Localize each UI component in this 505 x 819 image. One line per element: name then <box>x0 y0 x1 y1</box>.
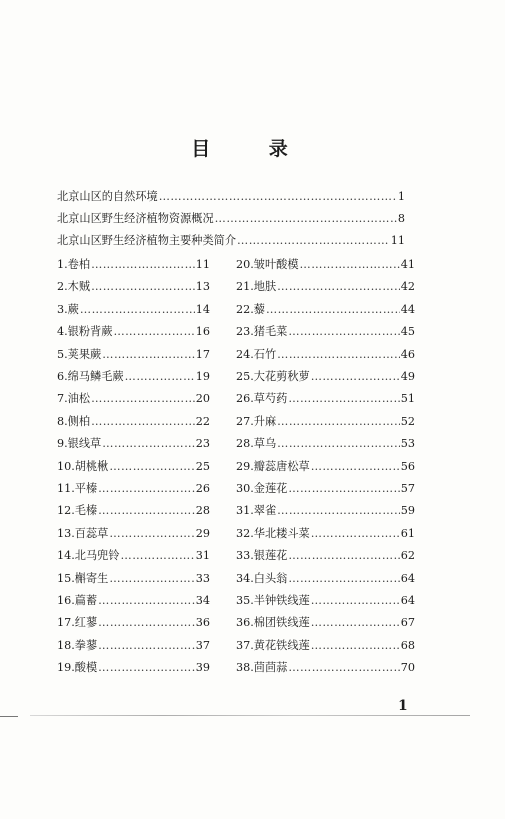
toc-entry[interactable] <box>236 480 415 498</box>
toc-entry-page: 45 <box>400 325 415 339</box>
toc-entry-page: 37 <box>195 638 210 652</box>
toc-entry[interactable] <box>236 592 415 610</box>
toc-entry[interactable] <box>236 323 415 341</box>
dot-leader <box>300 256 400 274</box>
dot-leader <box>80 301 195 319</box>
toc-entry-label: 28.草乌 <box>236 437 277 451</box>
toc-entry-page: 31 <box>195 549 210 563</box>
dot-leader <box>91 390 195 408</box>
toc-entry[interactable] <box>236 458 415 476</box>
toc-entry[interactable] <box>57 368 210 386</box>
toc-entry-label: 30.金莲花 <box>236 482 288 495</box>
toc-entry-page: 51 <box>400 392 415 406</box>
toc-entry-label: 25.大花剪秋萝 <box>236 370 310 383</box>
toc-entry-label: 34.白头翁 <box>236 571 288 585</box>
toc-entry-label: 26.草芍药 <box>236 392 288 406</box>
toc-entry-label: 22.藜 <box>236 302 265 316</box>
dot-leader <box>109 458 194 476</box>
toc-entry-label: 16.萹蓄 <box>57 594 98 607</box>
toc-entry-page: 36 <box>195 616 210 630</box>
toc-entry[interactable] <box>57 570 210 588</box>
toc-entry-label: 5.荚果蕨 <box>57 347 102 361</box>
toc-entry[interactable] <box>57 480 210 498</box>
dot-leader <box>98 480 195 498</box>
toc-entry[interactable] <box>57 637 210 655</box>
toc-entry[interactable] <box>57 323 210 341</box>
dot-leader <box>311 368 400 386</box>
toc-entry[interactable] <box>236 570 415 588</box>
toc-entry-page: 41 <box>400 258 415 271</box>
toc-entry-page: 34 <box>195 594 210 607</box>
toc-entry-label: 32.华北耧斗菜 <box>236 526 310 540</box>
toc-entry[interactable] <box>236 502 415 520</box>
toc-entry-label: 23.猪毛菜 <box>236 325 288 339</box>
dot-leader <box>311 592 400 610</box>
toc-entry[interactable] <box>57 659 210 677</box>
toc-entry-label: 20.皱叶酸模 <box>236 258 299 271</box>
toc-entry[interactable] <box>57 278 210 296</box>
toc-entry[interactable] <box>57 256 210 274</box>
toc-entry[interactable] <box>57 502 210 520</box>
dot-leader <box>277 413 400 431</box>
dot-leader <box>288 547 399 565</box>
bottom-rule <box>30 715 470 716</box>
toc-entry[interactable] <box>57 614 210 632</box>
toc-entry-label: 36.棉团铁线莲 <box>236 616 310 630</box>
toc-entry-label: 4.银粉背蕨 <box>57 325 113 339</box>
toc-entry-label: 北京山区的自然环境 <box>57 190 158 203</box>
toc-entry[interactable] <box>236 435 415 453</box>
toc-entry-label: 12.毛榛 <box>57 504 98 518</box>
dot-leader <box>237 232 390 250</box>
toc-entry-page: 16 <box>195 325 210 339</box>
dot-leader <box>91 278 195 296</box>
toc-entry-page: 70 <box>400 661 415 675</box>
dot-leader <box>277 346 400 364</box>
toc-entry-page: 26 <box>195 482 210 495</box>
toc-entry-page: 49 <box>400 370 415 383</box>
toc-entry-label: 8.侧柏 <box>57 414 91 428</box>
dot-leader <box>113 323 194 341</box>
toc-entry-page: 59 <box>400 504 415 518</box>
dot-leader <box>91 413 195 431</box>
toc-entry[interactable] <box>57 346 210 364</box>
toc-entry[interactable] <box>57 435 210 453</box>
toc-entry-label: 31.翠雀 <box>236 504 277 518</box>
toc-entry-page: 29 <box>195 526 210 540</box>
toc-entry-label: 6.绵马鳞毛蕨 <box>57 370 124 383</box>
toc-entry-page: 28 <box>195 504 210 518</box>
toc-entry[interactable] <box>57 390 210 408</box>
toc-entry-label: 27.升麻 <box>236 414 277 428</box>
toc-entry-page: 64 <box>400 571 415 585</box>
dot-leader <box>266 301 400 319</box>
toc-entry[interactable] <box>236 390 415 408</box>
toc-entry-label: 18.拳蓼 <box>57 638 98 652</box>
toc-entry-page: 13 <box>195 280 210 294</box>
toc-entry-page: 8 <box>397 212 405 226</box>
toc-entry-page: 22 <box>195 414 210 428</box>
dot-leader <box>125 368 195 386</box>
toc-entry-label: 35.半钟铁线莲 <box>236 594 310 607</box>
dot-leader <box>277 278 400 296</box>
dot-leader <box>159 188 397 206</box>
toc-entry-page: 67 <box>400 616 415 630</box>
dot-leader <box>288 480 399 498</box>
toc-entry-label: 2.木贼 <box>57 280 91 294</box>
toc-entry[interactable] <box>236 368 415 386</box>
toc-entry[interactable] <box>57 592 210 610</box>
toc-entry-page: 68 <box>400 638 415 652</box>
toc-entry-page: 61 <box>400 526 415 540</box>
left-edge-mark <box>0 716 18 717</box>
toc-entry[interactable] <box>236 301 415 319</box>
toc-entry[interactable] <box>57 413 210 431</box>
toc-entry-label: 17.红蓼 <box>57 616 98 630</box>
dot-leader <box>98 637 195 655</box>
toc-entry[interactable] <box>236 614 415 632</box>
toc-entry-page: 44 <box>400 302 415 316</box>
toc-entry-page: 17 <box>195 347 210 361</box>
toc-entry-page: 14 <box>195 302 210 316</box>
toc-entry-label: 33.银莲花 <box>236 549 288 563</box>
toc-entry-label: 10.胡桃楸 <box>57 459 109 473</box>
dot-leader <box>109 570 194 588</box>
dot-leader <box>277 435 400 453</box>
dot-leader <box>98 659 195 677</box>
toc-entry-label: 29.瓣蕊唐松草 <box>236 459 310 473</box>
toc-entry-label: 14.北马兜铃 <box>57 549 120 563</box>
toc-entry-label: 1.卷柏 <box>57 258 91 271</box>
dot-leader <box>288 323 399 341</box>
dot-leader <box>277 502 400 520</box>
dot-leader <box>311 637 400 655</box>
toc-entry[interactable] <box>236 413 415 431</box>
toc-entry[interactable] <box>236 256 415 274</box>
toc-entry-label: 19.酸模 <box>57 661 98 675</box>
toc-entry[interactable] <box>236 278 415 296</box>
toc-entry-page: 33 <box>195 571 210 585</box>
toc-entry-page: 25 <box>195 459 210 473</box>
toc-entry-page: 64 <box>400 594 415 607</box>
toc-entry-label: 37.黄花铁线莲 <box>236 638 310 652</box>
toc-entry[interactable] <box>236 547 415 565</box>
toc-entry-page: 11 <box>195 258 210 271</box>
dot-leader <box>215 210 397 228</box>
dot-leader <box>121 547 195 565</box>
toc-entry-page: 1 <box>397 190 405 203</box>
toc-entry-label: 38.茴茴蒜 <box>236 661 288 675</box>
dot-leader <box>288 570 399 588</box>
page-number: 1 <box>398 698 408 714</box>
dot-leader <box>98 502 195 520</box>
toc-entry-label: 北京山区野生经济植物主要种类简介 <box>57 234 237 248</box>
dot-leader <box>98 592 195 610</box>
toc-entry[interactable] <box>57 301 210 319</box>
dot-leader <box>102 346 195 364</box>
toc-entry[interactable] <box>57 525 210 543</box>
toc-entry[interactable] <box>236 659 415 677</box>
dot-leader <box>98 614 195 632</box>
dot-leader <box>91 256 195 274</box>
toc-entry-label: 11.平榛 <box>57 482 98 495</box>
toc-entry-label: 21.地肤 <box>236 280 277 294</box>
toc-entry-label: 9.银线草 <box>57 437 102 451</box>
dot-leader <box>311 525 400 543</box>
toc-entry[interactable] <box>236 346 415 364</box>
toc-intro-entry[interactable] <box>57 210 405 228</box>
toc-entry-page: 11 <box>390 234 405 248</box>
dot-leader <box>311 458 400 476</box>
toc-intro-entry[interactable] <box>57 188 405 206</box>
dot-leader <box>288 390 399 408</box>
toc-entry-page: 19 <box>195 370 210 383</box>
toc-entry-page: 56 <box>400 459 415 473</box>
toc-entry-page: 46 <box>400 347 415 361</box>
dot-leader <box>311 614 400 632</box>
toc-entry-label: 15.槲寄生 <box>57 571 109 585</box>
toc-entry-page: 57 <box>400 482 415 495</box>
toc-entry-page: 52 <box>400 414 415 428</box>
toc-entry-label: 3.蕨 <box>57 302 79 316</box>
toc-entry-page: 23 <box>195 437 210 451</box>
toc-entry-page: 42 <box>400 280 415 294</box>
dot-leader <box>109 525 194 543</box>
dot-leader <box>288 659 399 677</box>
toc-entry[interactable] <box>57 547 210 565</box>
toc-entry-label: 7.油松 <box>57 392 91 406</box>
toc-entry[interactable] <box>57 458 210 476</box>
toc-entry-label: 24.石竹 <box>236 347 277 361</box>
dot-leader <box>102 435 195 453</box>
toc-entry[interactable] <box>236 525 415 543</box>
toc-intro-entry[interactable] <box>57 232 405 250</box>
toc-entry[interactable] <box>236 637 415 655</box>
page-title: 目 录 <box>191 138 314 160</box>
toc-entry-page: 53 <box>400 437 415 451</box>
toc-entry-page: 62 <box>400 549 415 563</box>
toc-entry-label: 13.百蕊草 <box>57 526 109 540</box>
toc-entry-page: 20 <box>195 392 210 406</box>
toc-entry-label: 北京山区野生经济植物资源概况 <box>57 212 214 226</box>
toc-entry-page: 39 <box>195 661 210 675</box>
